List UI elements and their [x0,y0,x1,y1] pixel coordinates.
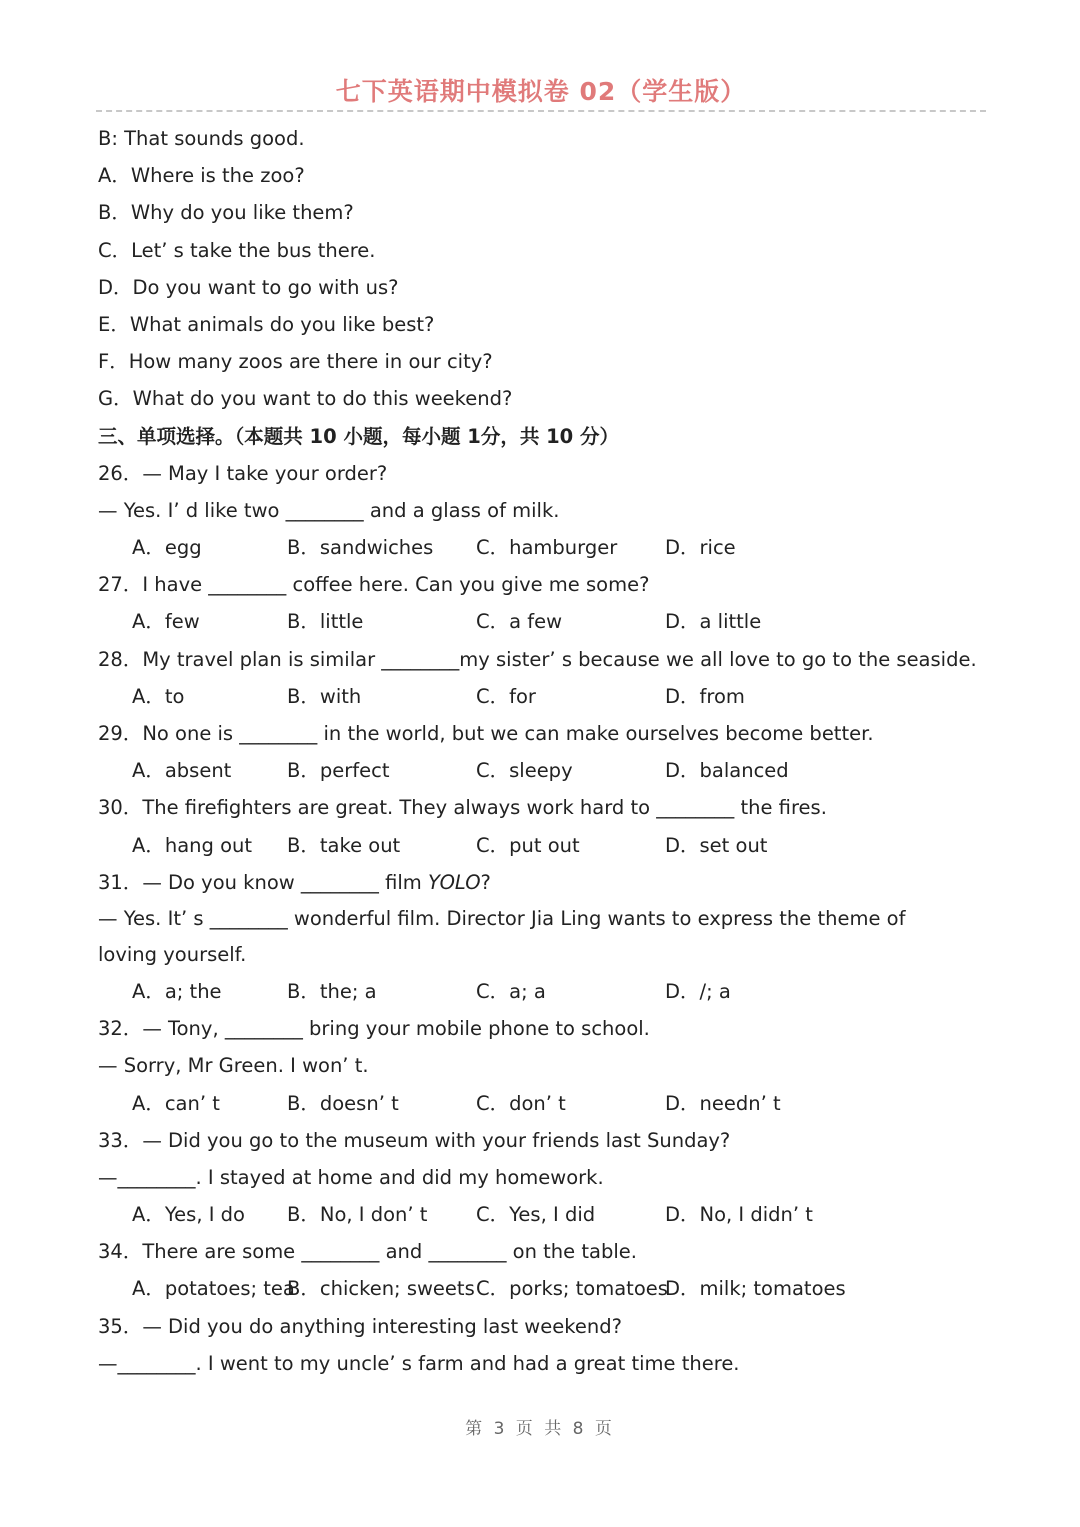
question-line: 31．— Do you know ________ film YOLO? [98,870,491,894]
dialogue-line: B: That sounds good. [98,127,305,150]
choice-item: B．Why do you like them? [98,201,354,225]
option-b: B．perfect [287,759,390,783]
option-c: C．a; a [476,979,546,1003]
option-c: C．don’ t [476,1091,566,1115]
question-line: — Yes. I’ d like two ________ and a glass of milk. [98,498,560,522]
option-a: A．to [132,684,185,708]
option-d: D．No, I didn’ t [665,1203,813,1227]
option-b: B．little [287,610,364,634]
option-row [98,603,958,640]
option-row [98,678,958,715]
question-line: 29．No one is ________ in the world, but we can make ourselves become better. [98,722,874,745]
option-b: B．doesn’ t [287,1091,399,1115]
option-b: B．No, I don’ t [287,1203,428,1227]
option-row [98,1270,958,1307]
option-d: D．needn’ t [665,1091,781,1115]
question-line: 34．There are some ________ and ________ on the table. [98,1240,637,1264]
option-d: D．from [665,684,745,708]
option-d: D．a little [665,610,762,634]
question-line: — Sorry, Mr Green. I won’ t. [98,1054,369,1078]
option-c: C．put out [476,833,580,857]
page-header [96,74,986,112]
option-b: B．sandwiches [287,536,434,560]
option-b: B．take out [287,833,401,857]
question-line: 32．— Tony, ________ bring your mobile phone to school. [98,1017,650,1041]
option-c: C．a few [476,610,563,634]
choice-item: E．What animals do you like best? [98,312,435,336]
option-a: A．potatoes; tea [132,1277,295,1301]
question-line: —________. I stayed at home and did my homework. [98,1165,604,1189]
option-a: A．Yes, I do [132,1203,245,1227]
option-a: A．can’ t [132,1091,220,1115]
option-row [98,529,958,566]
choice-item: A．Where is the zoo? [98,164,305,188]
question-line: 28．My travel plan is similar ________my sister’ s because we all love to go to the seaside. [98,647,977,671]
question-line: 35．— Did you do anything interesting last weekend? [98,1314,622,1338]
option-b: B．the; a [287,979,377,1003]
option-d: D．set out [665,833,768,857]
film-title: YOLO [428,870,481,894]
option-b: B．chicken; sweets [287,1277,475,1301]
option-c: C．hamburger [476,536,618,560]
option-c: C．sleepy [476,759,573,783]
option-b: B．with [287,684,362,708]
page-footer: 第 3 页 共 8 页 [465,1419,615,1439]
option-a: A．a; the [132,979,222,1003]
option-row [98,752,958,789]
option-a: A．hang out [132,833,253,857]
option-d: D．balanced [665,759,789,783]
option-a: A．egg [132,536,202,560]
option-a: A．few [132,610,200,634]
option-row [98,827,958,864]
option-row [98,973,958,1010]
question-line: — Yes. It’ s ________ wonderful film. Director Jia Ling wants to express the theme of loving yourself. [98,906,906,966]
option-c: C．Yes, I did [476,1203,596,1227]
question-line: —________. I went to my uncle’ s farm and had a great time there. [98,1351,740,1375]
question-line: 33．— Did you go to the museum with your friends last Sunday? [98,1128,731,1152]
page-content [98,120,977,1382]
document-title: 七下英语期中模拟卷 02（学生版） [335,77,747,106]
option-d: D．/; a [665,979,731,1003]
question-line: 27．I have ________ coffee here. Can you give me some? [98,573,650,597]
section-title: 三、单项选择。（本题共 10 小题，每小题 1分，共 10 分） [98,424,620,448]
option-d: D．rice [665,536,736,560]
option-a: A．absent [132,759,232,783]
choice-item: F．How many zoos are there in our city? [98,350,493,374]
option-c: C．for [476,684,536,708]
question-line: 26．— May I take your order? [98,461,388,485]
choice-item: C．Let’ s take the bus there. [98,238,376,262]
question-line: 30．The firefighters are great. They always work hard to ________ the fires. [98,796,827,820]
option-row [98,1085,958,1122]
option-d: D．milk; tomatoes [665,1277,846,1301]
choice-item: G．What do you want to do this weekend? [98,387,513,411]
option-c: C．porks; tomatoes [476,1277,668,1301]
option-row [98,1196,958,1233]
choice-item: D．Do you want to go with us? [98,275,399,299]
